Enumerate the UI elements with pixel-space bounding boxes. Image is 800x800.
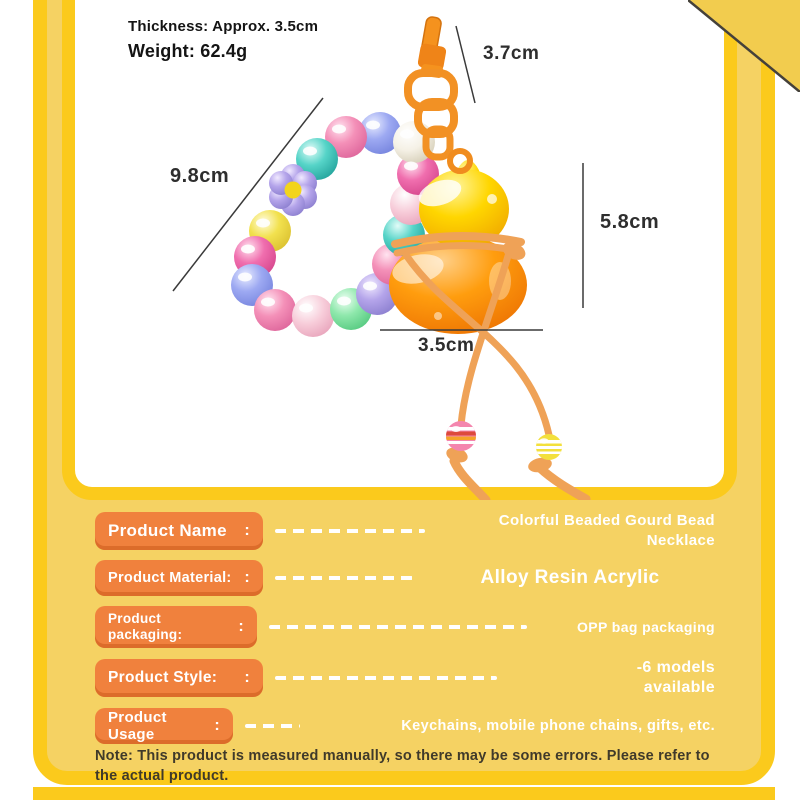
dashed-line [275,529,425,533]
product-packaging-value: OPP bag packaging [576,619,715,635]
dashed-line [275,576,413,580]
dim-pendant-height-label: 5.8cm [600,211,660,233]
product-usage-value: Keychains, mobile phone chains, gifts, etc. [401,718,715,734]
row-product-name [95,511,715,550]
product-name-badge [95,512,263,550]
product-style-value: -6 models available [636,659,715,696]
dashed-line [245,724,300,728]
dim-clasp-label: 3.7cm [483,43,540,64]
dashed-line [275,676,497,680]
row-product-material [95,560,715,596]
colon-mark: : [214,717,220,734]
product-info [95,511,715,754]
colon-mark: : [244,569,250,586]
product-name-label: Product Name [108,520,227,540]
colon-mark: : [244,521,250,539]
bottom-section-edge [33,787,775,800]
row-product-usage [95,708,715,744]
disclaimer-note: Note: This product is measured manually, so there may be some errors. Please refer to the actual product. [95,748,710,784]
row-product-style [95,658,715,698]
product-material-badge [95,560,263,596]
dim-pendant-width-label: 3.5cm [418,335,475,356]
striped-bead-left [444,421,478,451]
product-material-value: Alloy Resin Acrylic [480,567,660,588]
photo-card [62,0,737,500]
product-material-label: Product Material: [108,570,232,586]
product-packaging-label: Product packaging: [108,611,183,642]
striped-bead-right [534,434,564,460]
product-style-label: Product Style: [108,669,218,686]
product-packaging-badge [95,606,257,648]
dashed-line [269,625,527,629]
thickness-label: Thickness: Approx. 3.5cm [128,18,319,35]
product-name-value: Colorful Beaded Gourd Bead Necklace [498,512,715,549]
product-photo [88,13,737,500]
product-usage-label: Product Usage [108,709,167,743]
folded-corner [688,0,800,92]
product-style-badge [95,659,263,697]
photo-card-inner [88,13,737,500]
colon-mark: : [238,617,244,635]
weight-label: Weight: 62.4g [128,41,248,61]
row-product-packaging [95,606,715,648]
colon-mark: : [244,669,250,686]
dim-bracelet-label: 9.8cm [170,165,230,187]
product-usage-badge [95,708,233,744]
